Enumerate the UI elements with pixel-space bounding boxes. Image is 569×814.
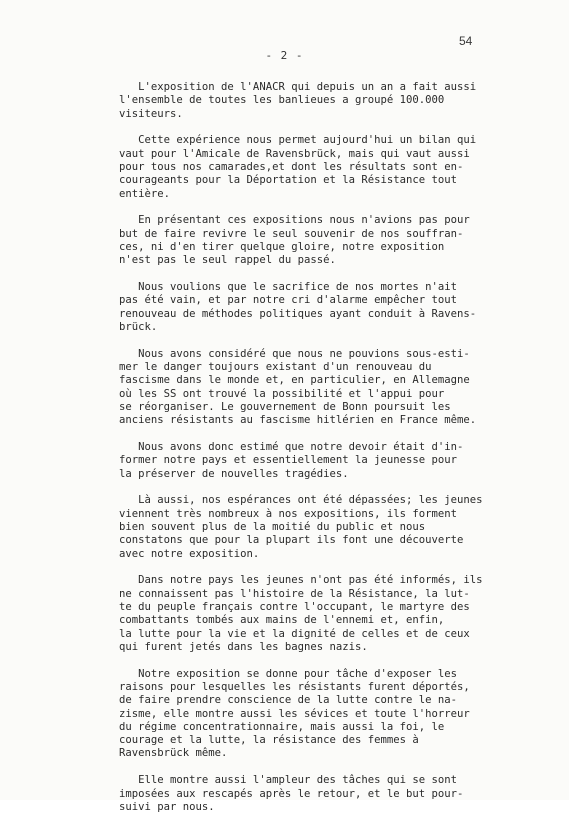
paragraph: Là aussi, nos espérances ont été dépassées; les jeunes viennent très nombreux à nos expositions, ils forment bien souvent plus de la moitié du public et nous constatons que pour la plupart ils font une découverte avec notre exposition. bbox=[119, 494, 483, 560]
paragraph: Nous avons considéré que nous ne pouvions sous-esti- mer le danger toujours existant d'un renouveau du fascisme dans le monde et, en particulier, en Allemagne où les SS ont trouvé la possibilité et l'appui pour se réorganiser. Le gouvernement de Bonn poursuit les anciens résistants au fascisme hitlérien en France même. bbox=[119, 347, 477, 427]
paragraph: Notre exposition se donne pour tâche d'exposer les raisons pour lesquelles les résistants furent déportés, de faire prendre conscience de la lutte contre le na- zisme, elle montre aussi les sévices et toute l'horreur du régime concentrationnaire, mais aussi la foi, le courage et la lutte, la résistance des femmes à Ravensbrück même. bbox=[119, 667, 470, 760]
paragraph: En présentant ces expositions nous n'avions pas pour but de faire revivre le seul souvenir de nos souffran- ces, ni d'en tirer quelque gloire, notre exposition n'est pas le seul rappel du passé. bbox=[119, 214, 470, 267]
paragraph: Nous voulions que le sacrifice de nos mortes n'ait pas été vain, et par notre cri d'alarme empêcher tout renouveau de méthodes politiques ayant conduit à Ravens- brück. bbox=[119, 281, 477, 333]
paragraph: L'exposition de l'ANACR qui depuis un an a fait aussi l'ensemble de toutes les banlieues a groupé 100.000 visiteurs. bbox=[119, 81, 477, 120]
paragraph: Elle montre aussi l'ampleur des tâches qui se sont imposées aux rescapés après le retour, et le but pour- suivi par nous. bbox=[119, 774, 464, 813]
paragraph: Nous avons donc estimé que notre devoir était d'in- former notre pays et essentiellement la jeunesse pour la préserver de nouvelles tragédies. bbox=[119, 441, 464, 480]
folio-number: 54 bbox=[459, 34, 473, 48]
paragraph: Cette expérience nous permet aujourd'hui un bilan qui vaut pour l'Amicale de Ravensbrück, mais qui vaut aussi pour tous nos camarades,et dont les résultats sont en- courageants pour la Déportation et la Résistance tout entière. bbox=[119, 134, 477, 200]
body-text bbox=[119, 81, 499, 814]
page-number: - 2 - bbox=[265, 49, 304, 62]
paragraph: Dans notre pays les jeunes n'ont pas été informés, ils ne connaissent pas l'histoire de la Résistance, la lut- te du peuple français contre l'occupant, le martyre des combattants tombés aux mains de l'ennemi et, enfin, la lutte pour la vie et la dignité de celles et de ceux qui furent jetés dans les bagnes nazis. bbox=[119, 574, 483, 653]
